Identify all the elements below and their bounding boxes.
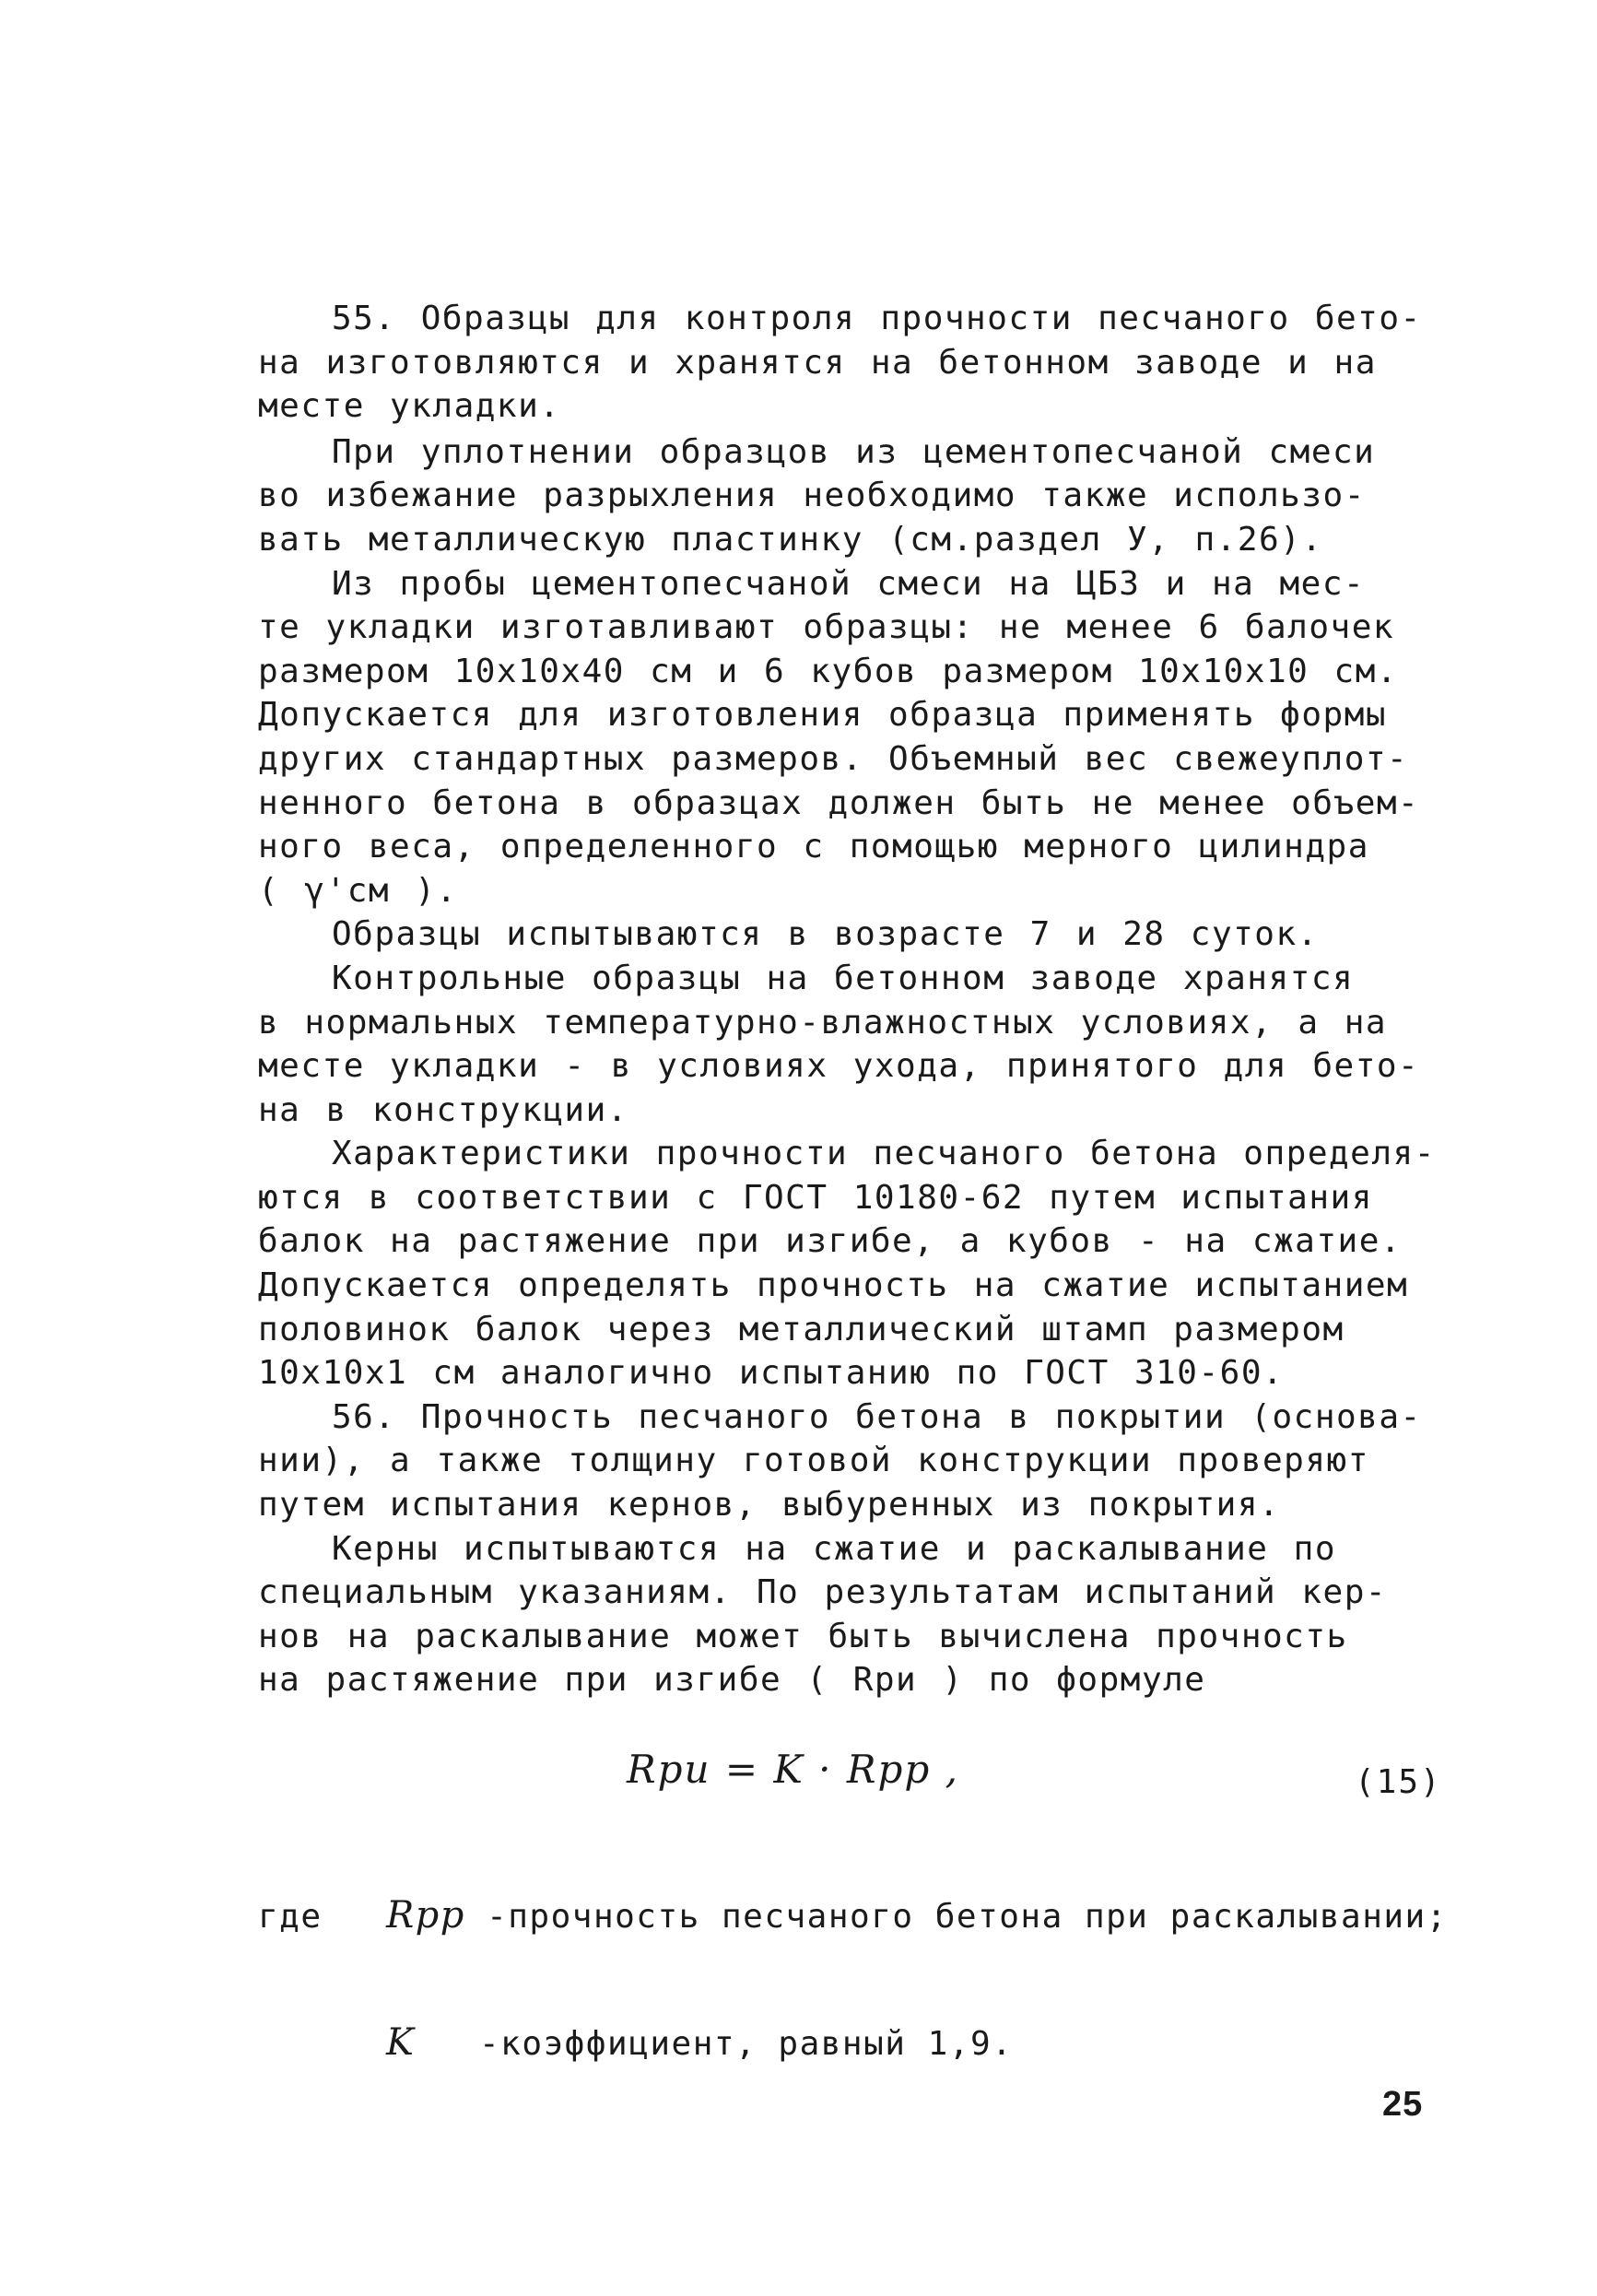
text-line: в нормальных температурно-влажностных условиях, а на [258, 1003, 1388, 1042]
text-line: нов на раскалывание может быть вычислена прочность [258, 1617, 1348, 1655]
formula-number: (15) [1355, 1763, 1442, 1801]
text-line: размером 10х10х40 см и 6 кубов размером 10х10х10 см. [258, 652, 1399, 690]
text-line: балок на растяжение при изгибе, а кубов - на сжатие. [258, 1222, 1403, 1261]
text-line: ( γ'см ). [258, 871, 458, 910]
text-line: 56. Прочность песчаного бетона в покрытии (основа- [332, 1397, 1422, 1436]
formula-expression: Rри = K · Rрр , [627, 1747, 959, 1792]
legend-description: -прочность песчаного бетона при раскалывании; [487, 1898, 1448, 1936]
text-line: Допускается определять прочность на сжатие испытанием [258, 1266, 1409, 1305]
text-line: специальным указаниям. По результатам испытаний кер- [258, 1573, 1388, 1612]
text-line: во избежание разрыхления необходимо также использо- [258, 477, 1366, 515]
legend-line-2 [258, 2021, 1448, 2064]
page-number: 25 [1382, 2085, 1424, 2124]
text-line: те укладки изготавливают образцы: не менее 6 балочек [258, 608, 1395, 647]
text-line: Образцы испытываются в возрасте 7 и 28 суток. [332, 915, 1319, 954]
legend-symbol: Rрр [386, 1894, 465, 1937]
text-line: других стандартных размеров. Объемный вес свежеуплот- [258, 739, 1409, 778]
text-line: на растяжение при изгибе ( Rри ) по формуле [258, 1661, 1206, 1700]
legend-description: -коэффициент, равный 1,9. [478, 2025, 1014, 2063]
text-line: Характеристики прочности песчаного бетона определя- [332, 1135, 1436, 1173]
text-line: ненного бетона в образцах должен быть не менее объем- [258, 783, 1420, 822]
text-line: Допускается для изготовления образца применять формы [258, 696, 1388, 735]
text-line: ются в соответствии с ГОСТ 10180-62 путем испытания [258, 1178, 1373, 1217]
text-line: на изготовляются и хранятся на бетонном заводе и на [258, 343, 1377, 382]
body-text [258, 297, 1465, 1702]
text-line: месте укладки - в условиях ухода, принятого для бето- [258, 1047, 1420, 1086]
text-line: 55. Образцы для контроля прочности песчаного бето- [332, 300, 1422, 337]
text-line: Контрольные образцы на бетонном заводе хранятся [332, 959, 1355, 997]
legend-symbol: K [386, 2021, 416, 2064]
formula-legend [258, 1809, 1448, 2149]
text-line: ного веса, определенного с помощью мерного цилиндра [258, 828, 1369, 866]
legend-lead: где [258, 1898, 323, 1936]
text-line: путем испытания кернов, выбуренных из покрытия. [258, 1486, 1281, 1525]
text-line: половинок балок через металлический штамп размером [258, 1310, 1345, 1348]
text-line: месте укладки. [258, 387, 561, 426]
text-line: на в конструкции. [258, 1090, 628, 1129]
text-line: нии), а также толщину готовой конструкции проверяют [258, 1442, 1369, 1480]
text-line: Керны испытываются на сжатие и раскалывание по [332, 1529, 1336, 1568]
text-line: При уплотнении образцов из цементопесчаной смеси [332, 432, 1376, 471]
legend-line-1 [258, 1894, 1448, 1937]
text-line: Из пробы цементопесчаной смеси на ЦБЗ и на мес- [332, 564, 1366, 603]
text-line: 10х10х1 см аналогично испытанию по ГОСТ 310-60. [258, 1354, 1285, 1393]
text-line: вать металлическую пластинку (см.раздел У, п.26). [258, 520, 1323, 559]
